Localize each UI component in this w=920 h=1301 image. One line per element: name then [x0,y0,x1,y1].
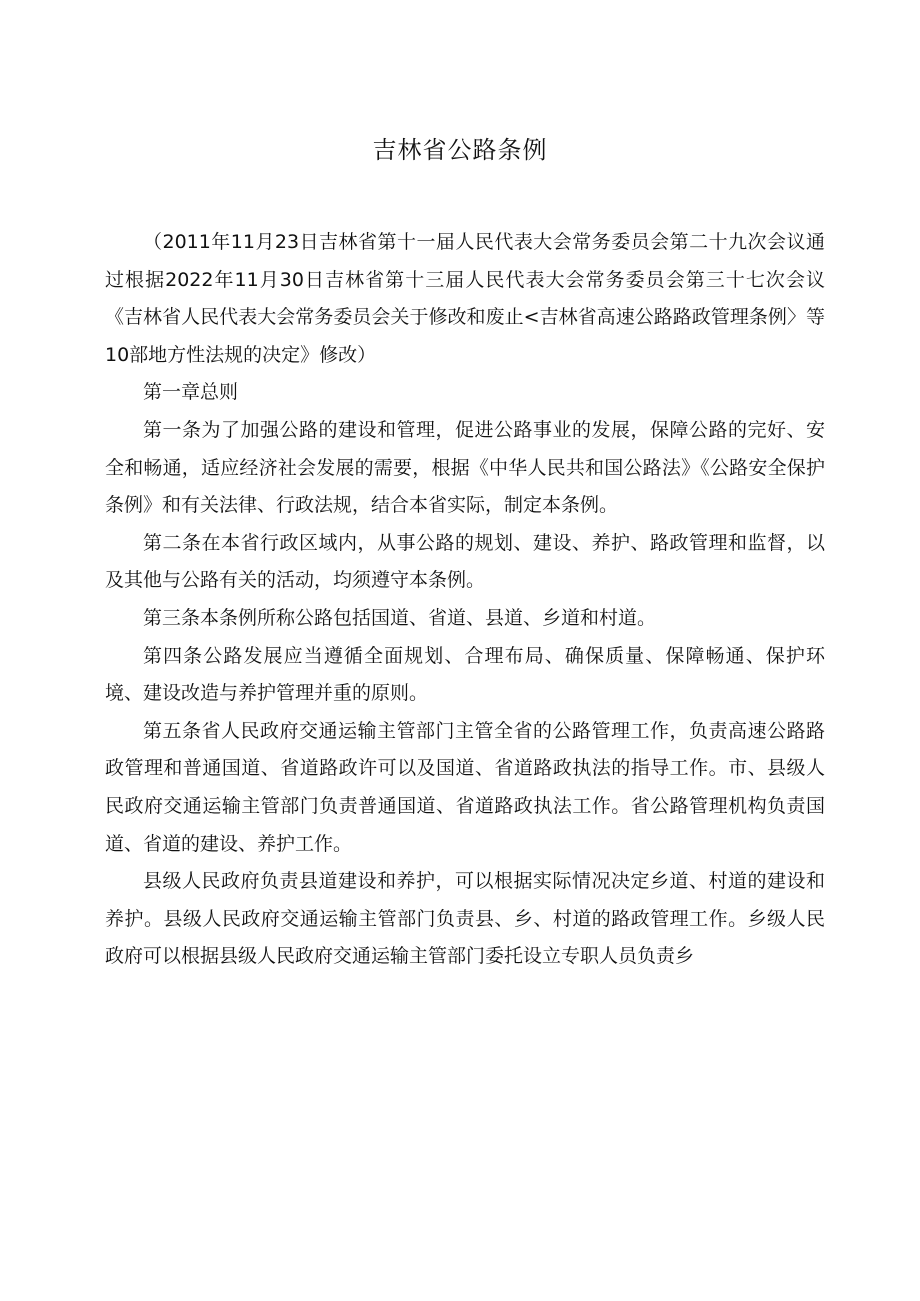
article-3: 第三条本条例所称公路包括国道、省道、县道、乡道和村道。 [143,606,657,629]
article-2: 第二条在本省行政区域内，从事公路的规划、建设、养护、路政管理和监督，以及其他与公路有关的活动，均须遵守本条例。 [105,531,825,592]
document-title: 吉林省公路条例 [372,136,548,164]
article-1: 第一条为了加强公路的建设和管理，促进公路事业的发展，保障公路的完好、安全和畅通，适应经济社会发展的需要，根据《中华人民共和国公路法》《公路安全保护条例》和有关法律、行政法规，结合本省实际，制定本条例。 [105,418,825,517]
article-5-paragraph-2: 县级人民政府负责县道建设和养护，可以根据实际情况决定乡道、村道的建设和养护。县级人民政府交通运输主管部门负责县、乡、村道的路政管理工作。乡级人民政府可以根据县级人民政府交通运输主管部门委托设立专职人员负责乡 [105,870,825,968]
chapter-heading: 第一章总则 [143,381,239,404]
article-5: 第五条省人民政府交通运输主管部门主管全省的公路管理工作，负责高速公路路政管理和普通国道、省道路政许可以及国道、省道路政执法的指导工作。市、县级人民政府交通运输主管部门负责普通国道、省道路政执法工作。省公路管理机构负责国道、省道的建设、养护工作。 [105,719,825,855]
document-body [105,224,825,976]
article-4: 第四条公路发展应当遵循全面规划、合理布局、确保质量、保障畅通、保护环境、建设改造与养护管理并重的原则。 [105,644,825,705]
preface-note: （2011年11月23日吉林省第十一届人民代表大会常务委员会第二十九次会议通过根据2022年11月30日吉林省第十三届人民代表大会常务委员会第三十七次会议《吉林省人民代表大会常务委员会关于修改和废止<吉林省高速公路路政管理条例〉等10部地方性法规的决定》修改） [105,231,825,366]
